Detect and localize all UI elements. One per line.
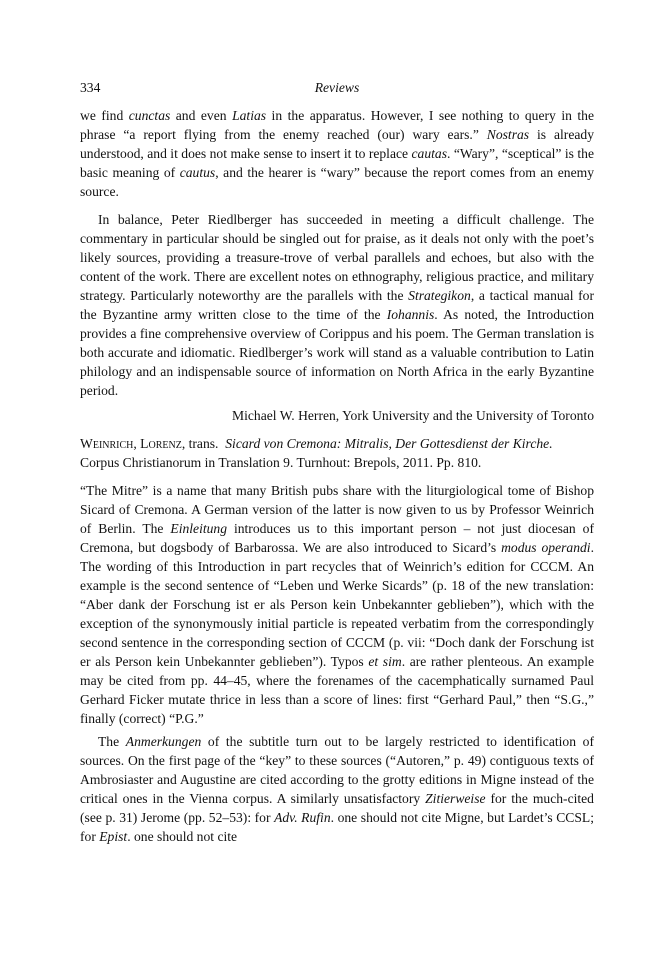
entry-details: Corpus Christianorum in Translation 9. Turnhout: Brepols, 2011. Pp. 810. [80,455,482,470]
entry-title: Sicard von Cremona: Mitralis, Der Gottesdienst der Kirche. [225,436,553,451]
page-number: 334 [80,80,101,95]
journal-page [80,78,594,846]
paragraph-review-intro: “The Mitre” is a name that many British pubs share with the liturgiological tome of Bishop Sicard of Cremona. A German version of the latter is now given to us by Professor Weinrich of Berlin. The Einleitung introduces us to this important person – not just diocesan of Cremona, but dogsbody of Barbarossa. We are also introduced to Sicard’s modus operandi. The wording of this Introduction in part recycles that of Weinrich’s edition for CCCM. An example is the second sentence of “Leben und Werke Sicards” (p. 18 of the new translation: “Aber dank der Forschung ist er als Person kein Unbekannter geblieben”), which with the exception of the synonymously initial particle is repeated verbatim from the correspondingly second sentence in the corresponding section of CCCM (p. vii: “Doch dank der Forschung ist er als Person kein Unbekannter geblieben”). Typos et sim. are rather plenteous. An example may be cited from pp. 44–45, where the forenames of the cacemphatically surnamed Paul Gerhard Ficker mutate thrice in less than a score of lines: first “Gerhard Paul,” then “S.G.,” finally (correct) “P.G.” [80,483,595,726]
paragraph-continuation: we find cunctas and even Latias in the apparatus. However, I see nothing to query in the phrase “a report flying from the enemy reached (our) wary ears.” Nostras is already understood, and it does not make sense to insert it to replace cautas. “Wary”, “sceptical” is the basic meaning of cautus, and the hearer is “wary” because the report comes from an enemy source. [80,108,594,199]
running-title: Reviews [314,80,360,95]
paragraph-conclusion: In balance, Peter Riedlberger has succeeded in meeting a difficult challenge. The commentary in particular should be singled out for praise, as it deals not only with the poet’s likely sources, providing a treasure-trove of verbal parallels and echoes, but also with the content of the work. There are excellent notes on ethnography, religious practice, and military strategy. Particularly noteworthy are the parallels with the Strategikon, a tactical manual for the Byzantine army written close to the time of the Iohannis. As noted, the Introduction provides a fine comprehensive overview of Corippus and his poem. The German translation is both accurate and idiomatic. Riedlberger’s work will stand as a valuable contribution to Latin philology and an indispensable source of information on North Africa in the early Byzantine period. [80,212,594,398]
entry-author: Weinrich, Lorenz [80,436,182,451]
review-entry-heading: Weinrich, Lorenz, trans. Sicard von Cremona: Mitralis, Der Gottesdienst der Kirche. Corpus Christianorum in Translation 9. Turnhout: Brepols, 2011. Pp. 810. [80,436,553,470]
paragraph-review-sources: The Anmerkungen of the subtitle turn out to be largely restricted to identification of sources. On the first page of the “key” to these sources (“Autoren,” p. 49) contiguous texts of Ambrosiaster and Augustine are cited according to the grotty editions in Migne instead of the critical ones in the Vienna corpus. A similarly unsatisfactory Zitierweise for the much-cited (see p. 31) Jerome (pp. 52–53): for Adv. Rufin. one should not cite Migne, but Lardet’s CCSL; for Epist. one should not cite [80,734,594,844]
running-head [80,78,594,100]
reviewer-signature: Michael W. Herren, York University and the University of Toronto [232,408,594,423]
